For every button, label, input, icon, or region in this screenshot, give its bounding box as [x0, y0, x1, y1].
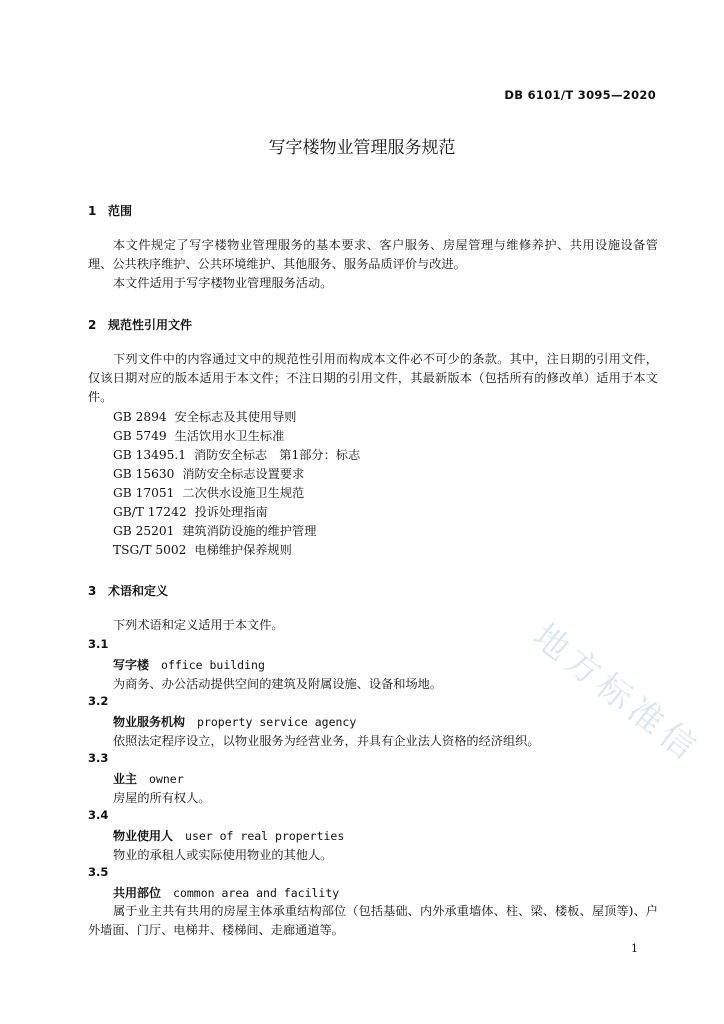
page-number: 1 [631, 942, 638, 955]
section-number: 3 [88, 584, 97, 598]
term-number: 3.3 [88, 751, 109, 765]
reference-title: 建筑消防设施的维护管理 [182, 524, 317, 538]
reference-item [113, 408, 296, 425]
paragraph: 本文件规定了写字楼物业管理服务的基本要求、客户服务、房屋管理与维修养护、共用设施设备管理、公共秩序维护、公共环境维护、其他服务、服务品质评价与改进。 [88, 238, 658, 271]
section-number: 1 [88, 204, 97, 218]
term-name [113, 884, 339, 901]
section-title: 术语和定义 [108, 584, 169, 598]
reference-code: GB 2894 [113, 410, 167, 424]
section-heading-3 [88, 582, 168, 599]
term-name-en: common area and facility [173, 886, 340, 900]
paragraph: 本文件适用于写字楼物业管理服务活动。 [113, 276, 333, 290]
reference-title: 生活饮用水卫生标准 [174, 429, 285, 443]
term-name-zh: 物业使用人 [113, 829, 174, 843]
reference-item [113, 503, 268, 520]
section-heading-1 [88, 202, 132, 219]
reference-code: GB 15630 [113, 467, 175, 481]
term-name-zh: 业主 [113, 772, 138, 786]
term-definition: 依照法定程序设立，以物业服务为经营业务，并具有企业法人资格的经济组织。 [113, 734, 540, 748]
term-number: 3.2 [88, 694, 109, 708]
reference-item [113, 541, 292, 558]
reference-item [113, 427, 284, 444]
term-name [113, 770, 184, 787]
section-number: 2 [88, 318, 97, 332]
reference-title: 电梯维护保养规则 [194, 543, 292, 557]
term-name-zh: 写字楼 [113, 658, 150, 672]
section-title: 规范性引用文件 [108, 318, 193, 332]
term-name-en: office building [161, 658, 265, 672]
reference-code: GB 25201 [113, 524, 175, 538]
term-number: 3.5 [88, 865, 109, 879]
term-name [113, 827, 344, 844]
term-definition: 物业的承租人或实际使用物业的其他人。 [113, 848, 333, 862]
term-number: 3.4 [88, 808, 109, 822]
reference-title: 安全标志及其使用导则 [174, 410, 297, 424]
section-title: 范围 [108, 204, 133, 218]
watermark: 地方标准信 [525, 616, 708, 771]
term-name-en: user of real properties [185, 829, 345, 843]
document-code: DB 6101/T 3095—2020 [504, 88, 656, 102]
reference-code: GB/T 17242 [113, 505, 187, 519]
paragraph: 下列术语和定义适用于本文件。 [113, 618, 284, 632]
term-name-zh: 物业服务机构 [113, 715, 186, 729]
reference-item [113, 446, 360, 463]
reference-code: GB 13495.1 [113, 448, 186, 462]
reference-code: GB 17051 [113, 486, 175, 500]
term-name-zh: 共用部位 [113, 886, 162, 900]
paragraph: 下列文件中的内容通过文中的规范性引用而构成本文件必不可少的条款。其中，注日期的引用文件，仅该日期对应的版本适用于本文件；不注日期的引用文件，其最新版本（包括所有的修改单）适用于本文件。 [88, 352, 658, 404]
term-definition: 为商务、办公活动提供空间的建筑及附属设施、设备和场地。 [113, 677, 443, 691]
reference-code: GB 5749 [113, 429, 167, 443]
section-heading-2 [88, 316, 192, 333]
reference-item [113, 484, 304, 501]
term-name-en: owner [149, 772, 184, 786]
reference-title: 消防安全标志 第1部分：标志 [193, 448, 361, 462]
term-number: 3.1 [88, 637, 109, 651]
reference-item [113, 522, 316, 539]
term-name [113, 656, 265, 673]
reference-item [113, 465, 304, 482]
reference-code: TSG/T 5002 [113, 543, 187, 557]
reference-title: 投诉处理指南 [194, 505, 268, 519]
term-definition: 属于业主共有共用的房屋主体承重结构部位（包括基础、内外承重墙体、柱、梁、楼板、屋顶等)、户外墙面、门厅、电梯井、楼梯间、走廊通道等。 [88, 904, 658, 937]
reference-title: 二次供水设施卫生规范 [182, 486, 305, 500]
reference-title: 消防安全标志设置要求 [182, 467, 305, 481]
term-name [113, 713, 356, 730]
term-name-en: property service agency [197, 715, 357, 729]
document-title: 写字楼物业管理服务规范 [268, 138, 456, 158]
term-definition: 房屋的所有权人。 [113, 791, 211, 805]
